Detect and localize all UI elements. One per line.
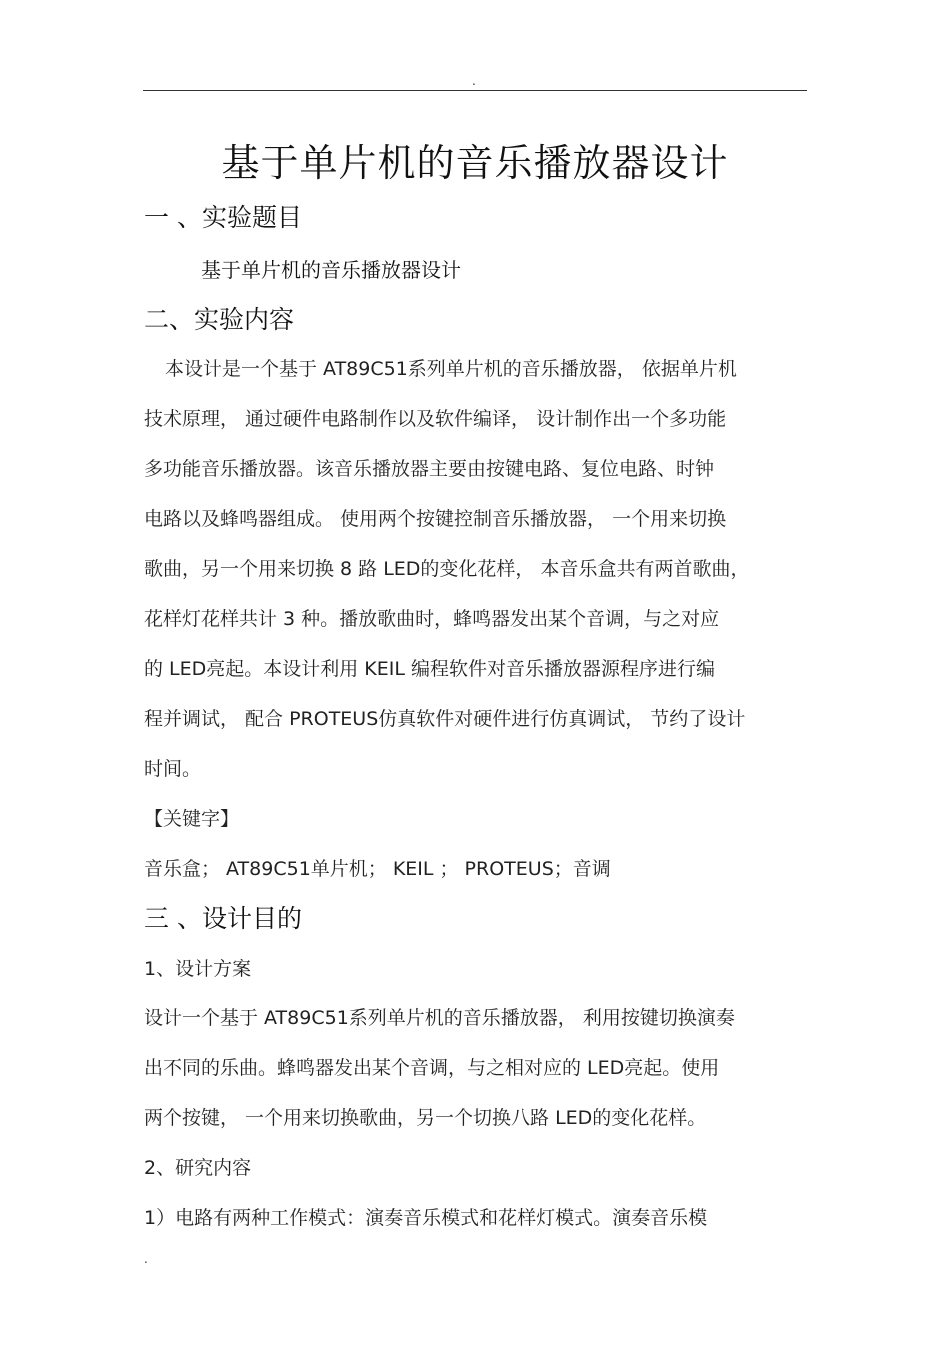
section3-heading: 三 、设计目的: [144, 904, 302, 933]
section3-sub2-heading: 2、研究内容: [144, 1157, 252, 1179]
section2-line: 本设计是一个基于 AT89C51系列单片机的音乐播放器， 依据单片机: [165, 358, 737, 380]
keywords: 音乐盒； AT89C51单片机； KEIL ； PROTEUS；音调: [144, 858, 611, 880]
section3-sub1-heading: 1、设计方案: [144, 958, 252, 980]
header-rule: [143, 90, 807, 91]
section2-line: 花样灯花样共计 3 种。播放歌曲时，蜂鸣器发出某个音调，与之对应: [144, 608, 720, 630]
section2-line: 电路以及蜂鸣器组成。 使用两个按键控制音乐播放器， 一个用来切换: [144, 508, 727, 530]
section2-heading: 二、实验内容: [144, 305, 295, 334]
document-title: 基于单片机的音乐播放器设计: [221, 141, 729, 185]
section2-line: 多功能音乐播放器。该音乐播放器主要由按键电路、复位电路、时钟: [144, 458, 715, 480]
section1-heading: 一 、实验题目: [144, 203, 302, 232]
section3-line: 出不同的乐曲。蜂鸣器发出某个音调，与之相对应的 LED亮起。使用: [144, 1057, 720, 1079]
section2-line: 时间。: [144, 758, 202, 780]
section3-line: 1）电路有两种工作模式：演奏音乐模式和花样灯模式。演奏音乐模: [144, 1207, 708, 1229]
keyword-label: 【关键字】: [144, 808, 240, 830]
section2-line: 歌曲，另一个用来切换 8 路 LED的变化花样， 本音乐盒共有两首歌曲，: [144, 558, 750, 580]
section3-line: 设计一个基于 AT89C51系列单片机的音乐播放器， 利用按键切换演奏: [144, 1007, 735, 1029]
footer-dot: .: [144, 1252, 148, 1266]
section3-line: 两个按键， 一个用来切换歌曲，另一个切换八路 LED的变化花样。: [144, 1107, 707, 1129]
section2-line: 技术原理， 通过硬件电路制作以及软件编译， 设计制作出一个多功能: [144, 408, 727, 430]
section1-text: 基于单片机的音乐播放器设计: [201, 258, 461, 282]
header-dot: .: [472, 74, 476, 88]
section2-line: 程并调试， 配合 PROTEUS仿真软件对硬件进行仿真调试， 节约了设计: [144, 708, 746, 730]
section2-line: 的 LED亮起。本设计利用 KEIL 编程软件对音乐播放器源程序进行编: [144, 658, 715, 680]
